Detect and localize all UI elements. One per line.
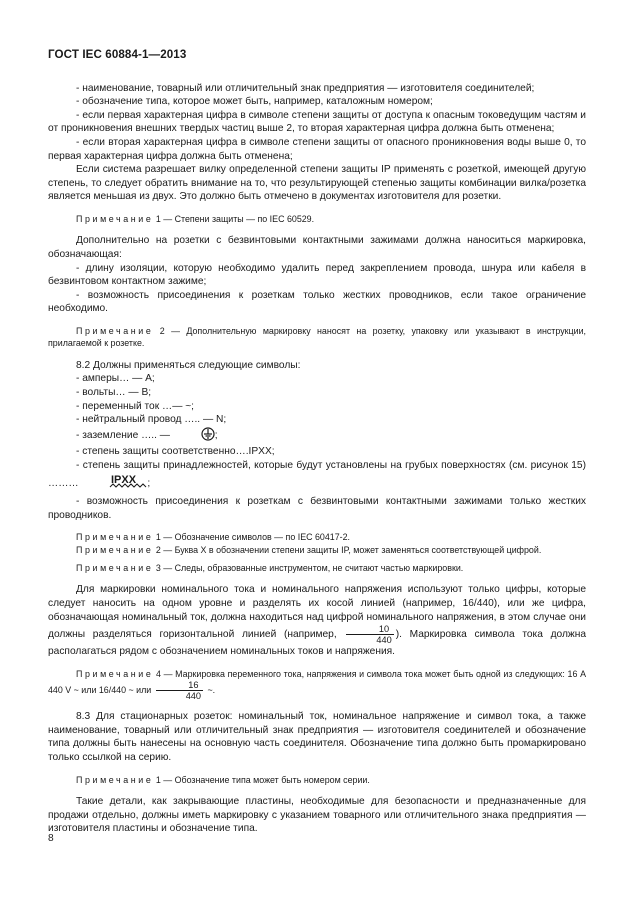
note-1: [48, 213, 586, 225]
fraction-denominator: 440: [185, 691, 202, 702]
note-text: 1 — Степени защиты — по IEC 60529.: [153, 213, 315, 224]
note-label: Примечание: [76, 774, 154, 785]
earth-ground-icon: [173, 427, 215, 446]
paragraph: 8.3 Для стационарных розеток: номинальный ток, номинальное напряжение и символ тока, а также наименование, товарный или отличительный знак предприятия — изготовителя соединителей и обозначение типа должны быть нанесены на основную часть соединителя. Обозначение типа должно быть промаркировано только ссылкой на серию.: [48, 711, 586, 764]
paragraph: - наименование, товарный или отличительный знак предприятия — изготовителя соединителей;: [76, 82, 535, 94]
list-item-text: ;: [214, 429, 218, 441]
note-text: 1 — Обозначение типа может быть номером серии.: [153, 774, 370, 785]
paragraph: - если первая характерная цифра в символе степени защиты от доступа к опасным токоведущим частям и от проникновения внешних твердых частиц выше 2, то вторая характерная цифра должна быть отменена;: [48, 109, 586, 135]
list-item: [48, 459, 586, 495]
paragraph: - если вторая характерная цифра в символе степени защиты от опасного проникновения воды выше 0, то первая характерная цифра должна быть отменена;: [48, 136, 586, 162]
note-7: [48, 774, 586, 786]
paragraph: [48, 583, 586, 658]
note-5: [48, 562, 586, 574]
paragraph-text: ). Маркировка символа тока должна располагаться рядом с обозначением номинальных токов и напряжения.: [48, 629, 587, 658]
note-text: 2 — Дополнительную маркировку наносят на розетку, упаковку или указывают в инструкции, прилагаемой к розетке.: [48, 325, 586, 349]
note-text: 2 — Буква X в обозначении степени защиты IP, может заменяться соответствующей цифрой.: [153, 544, 542, 555]
paragraph: 8.2 Должны применяться следующие символы:: [76, 359, 301, 371]
paragraph: - возможность присоединения к розеткам только жестких проводников, если такое ограничение необходимо.: [48, 289, 586, 315]
note-text: ~.: [205, 685, 216, 696]
note-label: Примечание: [76, 563, 154, 574]
list-item: - степень защиты соответственно….IPXX;: [76, 446, 275, 458]
note-4: [48, 544, 586, 556]
document-page: [48, 48, 586, 836]
list-item: - нейтральный провод ….. — N;: [76, 414, 227, 426]
list-item: - возможность присоединения к розеткам с безвинтовыми контактными зажимами только жестких проводников.: [48, 496, 586, 521]
list-item-text: - заземление ….. —: [76, 429, 173, 441]
paragraph: Дополнительно на розетки с безвинтовыми контактными зажимами должна наноситься маркировка, обозначающая:: [48, 235, 586, 260]
paragraph: - обозначение типа, которое может быть, например, каталожным номером;: [76, 96, 433, 108]
paragraph: Такие детали, как закрывающие пластины, необходимые для безопасности и предназначенные для продажи отдельно, должны иметь маркировку с указанием товарного или отличительного знака предприятия — изготовителя пластины и обозначение типа.: [48, 796, 586, 835]
note-label: Примечание: [76, 668, 154, 679]
list-item: - амперы… — А;: [76, 373, 155, 385]
list-item-text: - степень защиты принадлежностей, которые будут установлены на грубых поверхностях (см. рисунок 15) ………: [48, 459, 586, 490]
fraction: [156, 680, 203, 701]
ipxx-rough-surface-icon: [81, 472, 147, 495]
note-6: [48, 668, 586, 701]
note-text: 3 — Следы, образованные инструментом, не считают частью маркировки.: [153, 563, 464, 574]
list-item-text: ;: [147, 478, 151, 490]
note-2: [48, 325, 586, 350]
list-item: - переменный ток …— ~;: [76, 400, 194, 412]
paragraph: Если система разрешает вилку определенной степени защиты IP применять с розеткой, имеющей другую степень, то следует обратить внимание на то, что результирующей степенью защиты комбинации вилка/розетка является меньшая из двух. Это должно быть отмечено в документах изготовителя для розетки.: [48, 164, 586, 203]
fraction-numerator: 16: [156, 680, 203, 691]
fraction-denominator: 440: [376, 635, 392, 646]
fraction: [346, 624, 393, 645]
page-number: 8: [48, 833, 54, 844]
ipxx-symbol-text: IPXX: [111, 474, 137, 487]
list-item: [48, 427, 586, 446]
paragraph-text: Для маркировки номинального тока и номинального напряжения используют только цифры, которые следует наносить на одном уровне и разделять их косой линией (например, 16/440), или же цифра, обозначающая номинальный ток, должна находиться над цифрой номинального напряжения, в этом случае они должны разделяться горизонтальной линией (например,: [48, 584, 586, 641]
note-label: Примечание: [76, 325, 154, 336]
fraction-numerator: 10: [346, 624, 393, 635]
note-label: Примечание: [76, 544, 154, 555]
list-item: - вольты… — В;: [76, 386, 152, 398]
page-header: ГОСТ IEC 60884-1—2013: [48, 48, 187, 61]
note-label: Примечание: [76, 213, 154, 224]
note-text: 4 — Маркировка переменного тока, напряжения и символа тока может быть одной из следующих: 16 А 440 V ~ или 16/440 ~ или: [48, 668, 586, 696]
note-text: 1 — Обозначение символов — по IEC 60417-2.: [153, 532, 351, 543]
note-label: Примечание: [76, 532, 154, 543]
note-3: [48, 531, 586, 543]
paragraph: - длину изоляции, которую необходимо удалить перед закреплением провода, шнура или кабеля в безвинтовом контактном зажиме;: [48, 262, 586, 288]
